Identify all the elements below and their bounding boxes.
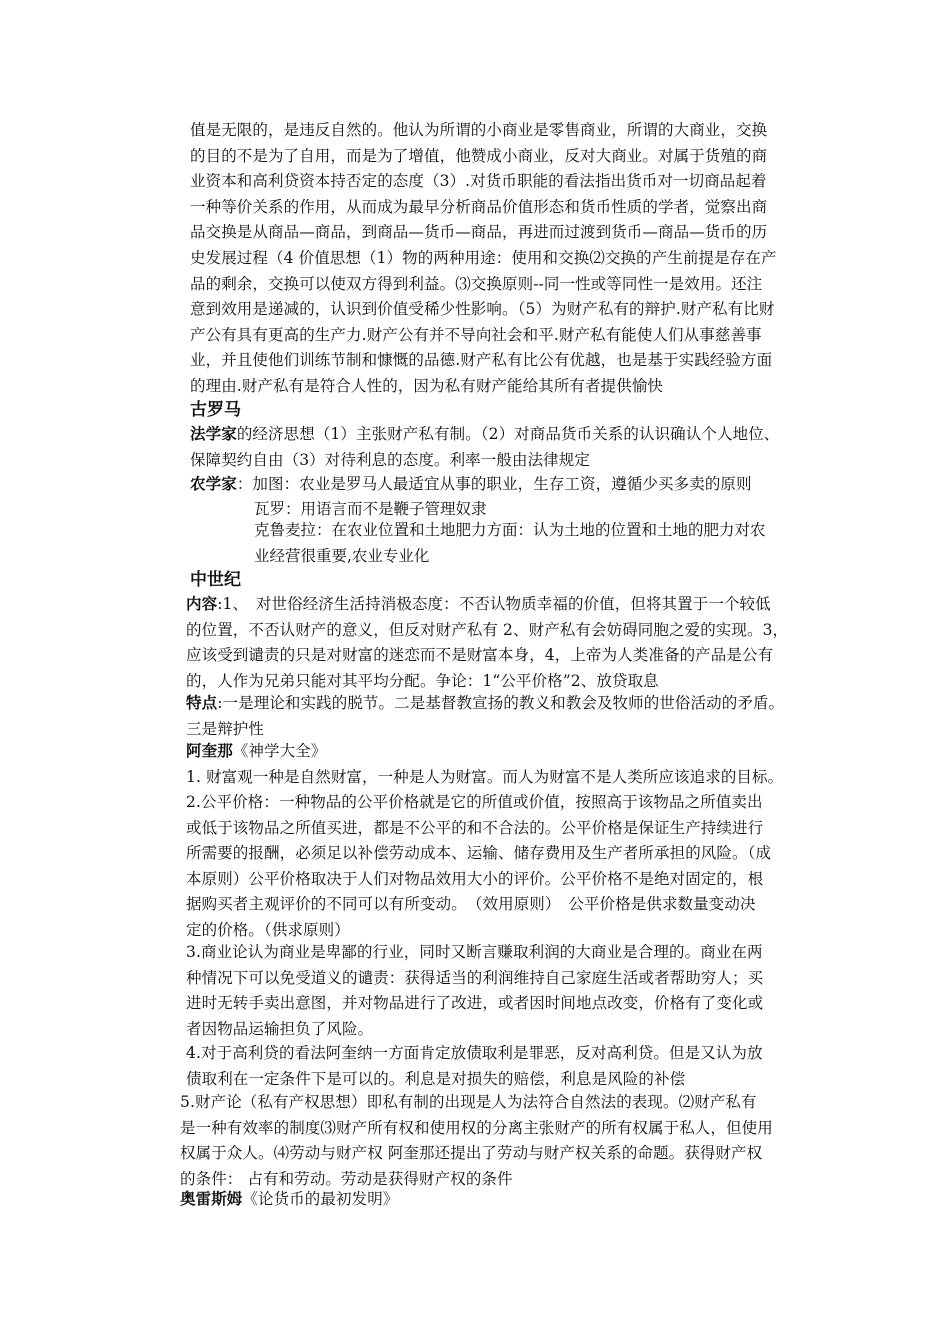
aquinas-point-4: 4.对于高利贷的看法阿奎纳一方面肯定放债取利是罪恶，反对高利贷。但是又认为放 债取利在一定条件下是可以的。利息是对损失的赔偿，利息是风险的补偿 (186, 1044, 763, 1088)
paragraph-agronomists (190, 472, 820, 498)
jurist-label: 法学家 (190, 425, 237, 443)
paragraph-medieval-features (186, 691, 816, 742)
paragraph-aristotle-continued: 值是无限的，是违反自然的。他认为所谓的小商业是零售商业，所谓的大商业，交换 的目的不是为了自用，而是为了增值，他赞成小商业，反对大商业。对属于货殖的商 业资本和高利贷资本持否定的态度（3）.对货币职能的看法指出货币对一切商品起着 一种等价关系的作用，从而成为最早分析商品价值形态和货币性质的学者，觉察出商 品交换是从商品—商品，到商品—货币—商品，再进而过渡到货币—商品—货币的历 史发展过程（4 价值思想（1）物的两种用途：使用和交换⑵交换的产生前提是存在产 品的剩余，交换可以使双方得到利益。⑶交换原则--同一性或等同性一是效用。还注 意到效用是递减的，认识到价值受稀少性影响。（5）为财产私有的辩护.财产私有比财 产公有具有更高的生产力.财产公有并不导向社会和平.财产私有能使人们从事慈善事 业，并且使他们训练节制和慷慨的品德.财产私有比公有优越，也是基于实践经验方面 的理由.财产私有是符合人性的，因为私有财产能给其所有者提供愉快 (190, 121, 777, 395)
features-label: 特点 (186, 694, 218, 712)
aquinas-point-3: 3.商业论认为商业是卑鄙的行业，同时又断言赚取利润的大商业是合理的。商业在两 种情况下可以免受道义的谴责：获得适当的利润维持自己家庭生活或者帮助穷人；买 进时无转手卖出意图，并对物品进行了改进，或者因时间地点改变，价格有了变化或 者因物品运输担负了风险。 (186, 943, 764, 1038)
heading-middle-ages: 中世纪 (190, 570, 241, 590)
aquinas-point-5: 5.财产论（私有产权思想）即私有制的出现是人为法符合自然法的表现。⑵财产私有 是一种有效率的制度⑶财产所有权和使用权的分离主张财产的所有权属于私人，但使用 权属于众人。⑷劳动与财产权 阿奎那还提出了劳动与财产权关系的命题。获得财产权 的条件： 占有和劳动。劳动是获得财产权的条件 (180, 1093, 773, 1188)
jurist-text: 的经济思想（1）主张财产私有制。（2）对商品货币关系的认识确认个人地位、 保障契约自由（3）对待利息的态度。利率一般由法律规定 (190, 425, 780, 469)
heading-aquinas (186, 739, 816, 765)
aquinas-label: 阿奎那 (186, 742, 233, 760)
agronomist-label: 农学家 (190, 475, 237, 493)
oresme-book-title: 《论货币的最初发明》 (242, 1190, 399, 1208)
content-label: 内容 (186, 595, 218, 613)
heading-oresme (180, 1187, 810, 1213)
features-text: :一是理论和实践的脱节。二是基督教宣扬的教义和教会及牧师的世俗活动的矛盾。 三是辩护性 (186, 694, 785, 738)
oresme-label: 奥雷斯姆 (180, 1190, 243, 1208)
aquinas-book-title: 《神学大全》 (232, 742, 327, 760)
aquinas-point-2: 2.公平价格：一种物品的公平价格就是它的所值或价值，按照高于该物品之所值卖出 或低于该物品之所值买进，都是不公平的和不合法的。公平价格是保证生产持续进行 所需要的报酬，必须足以补偿劳动成本、运输、储存费用及生产者所承担的风险。（成 本原则）公平价格取决于人们对物品效用大小的评价。公平价格不是绝对固定的，根 据购买者主观评价的不同可以有所变动。 （效用原则） 公平价格是供求数量变动决 定的价格。（供求原则） (186, 793, 772, 939)
heading-ancient-rome: 古罗马 (190, 400, 241, 420)
paragraph-columella: 克鲁麦拉：在农业位置和土地肥力方面：认为土地的位置和土地的肥力对农 业经营很重要,农业专业化 (254, 521, 766, 565)
aquinas-point-1: 1. 财富观一种是自然财富，一种是人为财富。而人为财富不是人类所应该追求的目标。 (186, 768, 784, 786)
paragraph-varro: 瓦罗：用语言而不是鞭子管理奴隶 (254, 500, 487, 518)
paragraph-jurists (190, 422, 820, 473)
agronomist-text-cato: ：加图：农业是罗马人最适宜从事的职业，生存工资，遵循少买多卖的原则 (236, 475, 752, 493)
paragraph-medieval-content (186, 592, 816, 694)
content-text: :1、 对世俗经济生活持消极态度：不否认物质幸福的价值，但将其置于一个较低 的位置，不否认财产的意义，但反对财产私有 2、财产私有会妨碍同胞之爱的实现。3， 应该受到谴责的只是对财富的迷恋而不是财富本身，4，上帝为人类准备的产品是公有 的，人作为兄弟只能对其平均分配。争论：1“公平价格”2、放贷取息 (186, 595, 789, 690)
